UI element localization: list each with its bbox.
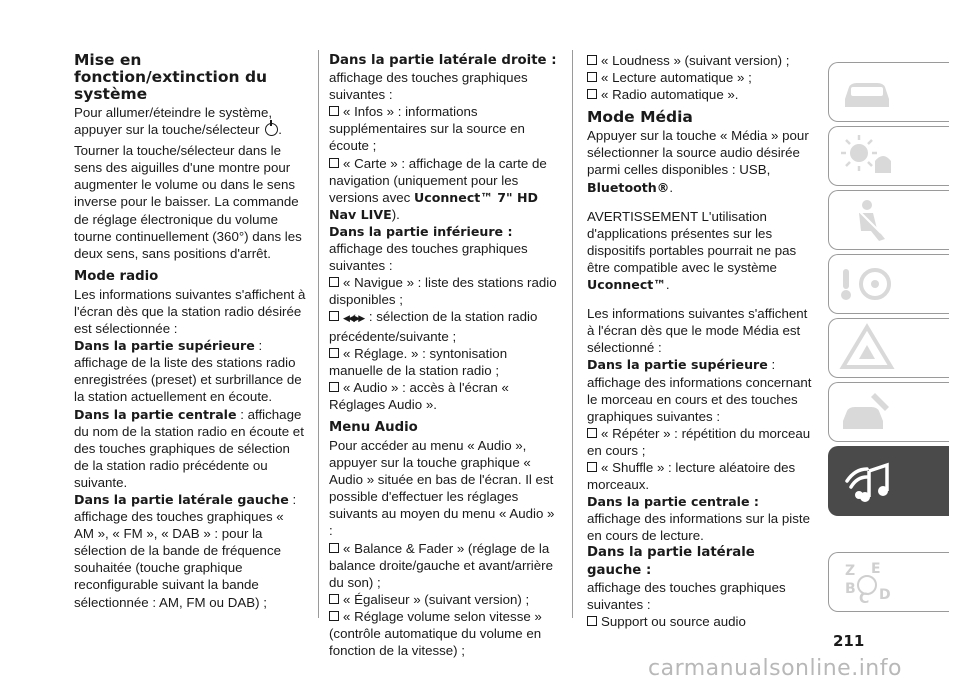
page-number: 211 — [833, 632, 865, 650]
heading-mode-radio: Mode radio — [74, 268, 159, 284]
checkbox-bullet-icon — [329, 277, 339, 287]
roadside-warning-icon — [837, 323, 897, 373]
side-tab-car[interactable] — [828, 62, 949, 122]
side-tab-roadside-warning[interactable] — [828, 318, 949, 378]
checkbox-bullet-icon — [587, 55, 597, 65]
bold-term: Dans la partie centrale — [74, 406, 237, 422]
paragraph: Les informations suivantes s'affichent à l'écran dès que la station radio désirée est sélectionnée : — [74, 286, 306, 337]
side-tab-multimedia[interactable] — [828, 446, 949, 516]
paragraph — [587, 356, 813, 424]
bold-term: Dans la partie centrale : — [587, 494, 759, 510]
svg-text:B: B — [845, 581, 856, 597]
paragraph: Les informations suivantes s'affichent à l'écran dès que le mode Média est sélectionné : — [587, 306, 808, 356]
list-item — [329, 540, 561, 591]
column-divider — [572, 50, 573, 618]
checkbox-bullet-icon — [587, 462, 597, 472]
side-tab-key-steering[interactable] — [828, 254, 949, 314]
paragraph: Pour accéder au menu « Audio », appuyer sur la touche graphique « Audio » située en bas de l'écran. Il est possible d'effectuer les réglages suivants au moyen du menu « Audio » : — [329, 437, 555, 539]
list-item — [329, 155, 561, 223]
skip-prev-next-icon: ◀◀/▶▶ — [343, 313, 364, 324]
text: « Balance & Fader » (réglage de la balance droite/gauche et avant/arrière du son) ; — [329, 540, 553, 590]
column-3 — [587, 52, 813, 630]
bold-term: Dans la partie latérale gauche : — [587, 545, 755, 578]
wrench-car-icon — [837, 387, 897, 437]
text: « Shuffle » : lecture aléatoire des morceaux. — [587, 459, 796, 493]
paragraph — [74, 337, 306, 405]
text: « Réglage volume selon vitesse » (contrôle automatique du volume en fonction de la vitesse) ; — [329, 608, 542, 659]
text: « Lecture automatique » ; — [601, 70, 752, 86]
text: : affichage de la liste des stations radio enregistrées (preset) et surbrillance de la station actuellement en écoute. — [74, 338, 302, 405]
list-item — [329, 103, 561, 154]
text: « Égaliseur » (suivant version) ; — [343, 591, 530, 607]
text: « Réglage. » : syntonisation manuelle de la station radio ; — [329, 345, 508, 378]
bold-term: Bluetooth® — [587, 179, 670, 195]
bold-term: Dans la partie inférieure : — [329, 223, 513, 239]
paragraph — [74, 104, 306, 138]
side-tab-warning-lights[interactable] — [828, 126, 949, 186]
list-item — [587, 86, 813, 103]
text: : affichage du nom de la station radio en écoute et des touches graphiques de sélection de la station radio précédente ou suivante. — [74, 406, 304, 490]
text: « Navigue » : liste des stations radio disponibles ; — [329, 275, 557, 308]
car-icon — [837, 67, 897, 117]
paragraph — [74, 406, 306, 491]
column-2 — [329, 52, 561, 659]
volume-knob-icon — [265, 123, 278, 136]
text: Appuyer sur la touche « Média » pour sélectionner la source audio désirée parmi celles disponibles : USB, — [587, 128, 809, 178]
checkbox-bullet-icon — [329, 594, 339, 604]
text: : affichage des informations concernant le morceau en cours et des touches graphiques suivantes : — [587, 357, 812, 424]
seat-airbag-icon — [837, 195, 897, 245]
checkbox-bullet-icon — [587, 428, 597, 438]
svg-text:D: D — [879, 587, 891, 603]
column-divider — [318, 50, 319, 618]
list-item — [587, 459, 813, 493]
checkbox-bullet-icon — [329, 158, 339, 168]
text: « Répéter » : répétition du morceau en cours ; — [587, 425, 811, 458]
checkbox-bullet-icon — [587, 616, 597, 626]
warning-lights-icon — [837, 131, 897, 181]
list-item — [587, 613, 813, 630]
text: . — [665, 277, 670, 293]
text: Support ou source audio — [601, 613, 746, 629]
text: « Infos » : informations supplémentaires sur la source en écoute ; — [329, 104, 525, 154]
watermark: carmanualsonline.info — [648, 656, 902, 681]
alphabet-index-icon — [837, 557, 897, 607]
checkbox-bullet-icon — [587, 89, 597, 99]
bold-term: Dans la partie supérieure — [74, 338, 255, 354]
text: AVERTISSEMENT L'utilisation d'applications présentes sur les dispositifs portables pourrait ne pas être compatible avec le système — [587, 208, 797, 275]
svg-text:E: E — [871, 561, 881, 577]
list-item — [329, 608, 561, 659]
paragraph — [329, 223, 561, 274]
key-steering-icon — [837, 259, 897, 309]
warning-paragraph — [587, 208, 813, 293]
checkbox-bullet-icon — [329, 382, 339, 392]
paragraph — [587, 127, 813, 195]
bold-term: Dans la partie latérale droite : — [329, 53, 557, 68]
bold-term: Uconnect™ — [587, 277, 666, 293]
side-tab-seat-airbag[interactable] — [828, 190, 949, 250]
checkbox-bullet-icon — [329, 543, 339, 553]
heading-mise-en-fonction: Mise en fonction/extinction du système — [74, 51, 268, 103]
checkbox-bullet-icon — [329, 311, 339, 321]
bold-term: Dans la partie supérieure — [587, 357, 768, 373]
bold-term: Dans la partie latérale gauche — [74, 491, 289, 507]
list-item — [329, 345, 561, 379]
svg-text:C: C — [859, 591, 870, 607]
side-tab-wrench-car[interactable] — [828, 382, 949, 442]
text: : sélection de la station radio précédente/suivante ; — [329, 309, 538, 344]
text: . — [669, 179, 674, 195]
checkbox-bullet-icon — [329, 348, 339, 358]
list-item — [329, 308, 561, 344]
text: : affichage des touches graphiques « AM », « FM », « DAB » : pour la sélection de la bande de fréquence souhaitée (touche graphique reconfigurable suivant la bande sélectionnée : AM, FM ou DAB) ; — [74, 491, 297, 610]
checkbox-bullet-icon — [329, 611, 339, 621]
text: « Radio automatique ». — [601, 87, 739, 103]
list-item — [329, 379, 561, 413]
list-item — [329, 591, 561, 608]
checkbox-bullet-icon — [329, 106, 339, 116]
paragraph: affichage des touches graphiques suivantes : — [587, 579, 786, 612]
paragraph: Tourner la touche/sélecteur dans le sens des aiguilles d'une montre pour augmenter le volume ou dans le sens inverse pour le baisser. La commande de réglage électronique du volume tourne continuellement (360°) dans les deux sens, sans positions d'arrêt. — [74, 143, 302, 261]
text: affichage des touches graphiques suivantes : — [329, 241, 528, 274]
checkbox-bullet-icon — [587, 72, 597, 82]
text: « Carte » : affichage de la carte de navigation (uniquement pour les versions avec — [329, 155, 547, 205]
text: « Audio » : accès à l'écran « Réglages Audio ». — [329, 379, 509, 412]
list-item — [587, 425, 813, 459]
paragraph: affichage des touches graphiques suivantes : — [329, 70, 528, 103]
column-1 — [74, 52, 306, 611]
list-item — [587, 52, 813, 69]
text: ). — [391, 206, 400, 222]
bold-term: Uconnect™ 7" HD Nav LIVE — [329, 189, 538, 222]
multimedia-icon — [837, 451, 897, 511]
svg-text:Z: Z — [845, 563, 856, 579]
list-item — [329, 274, 561, 308]
list-item — [587, 69, 813, 86]
heading-menu-audio: Menu Audio — [329, 419, 418, 435]
text: « Loudness » (suivant version) ; — [601, 53, 790, 68]
paragraph — [74, 491, 306, 611]
text: . — [278, 122, 282, 138]
text: affichage des informations sur la piste en cours de lecture. — [587, 511, 810, 544]
side-tab-alphabet-index[interactable] — [828, 552, 949, 612]
heading-mode-media: Mode Média — [587, 108, 693, 127]
paragraph — [587, 493, 813, 544]
text: Pour allumer/éteindre le système, appuyer sur la touche/sélecteur — [74, 105, 273, 138]
